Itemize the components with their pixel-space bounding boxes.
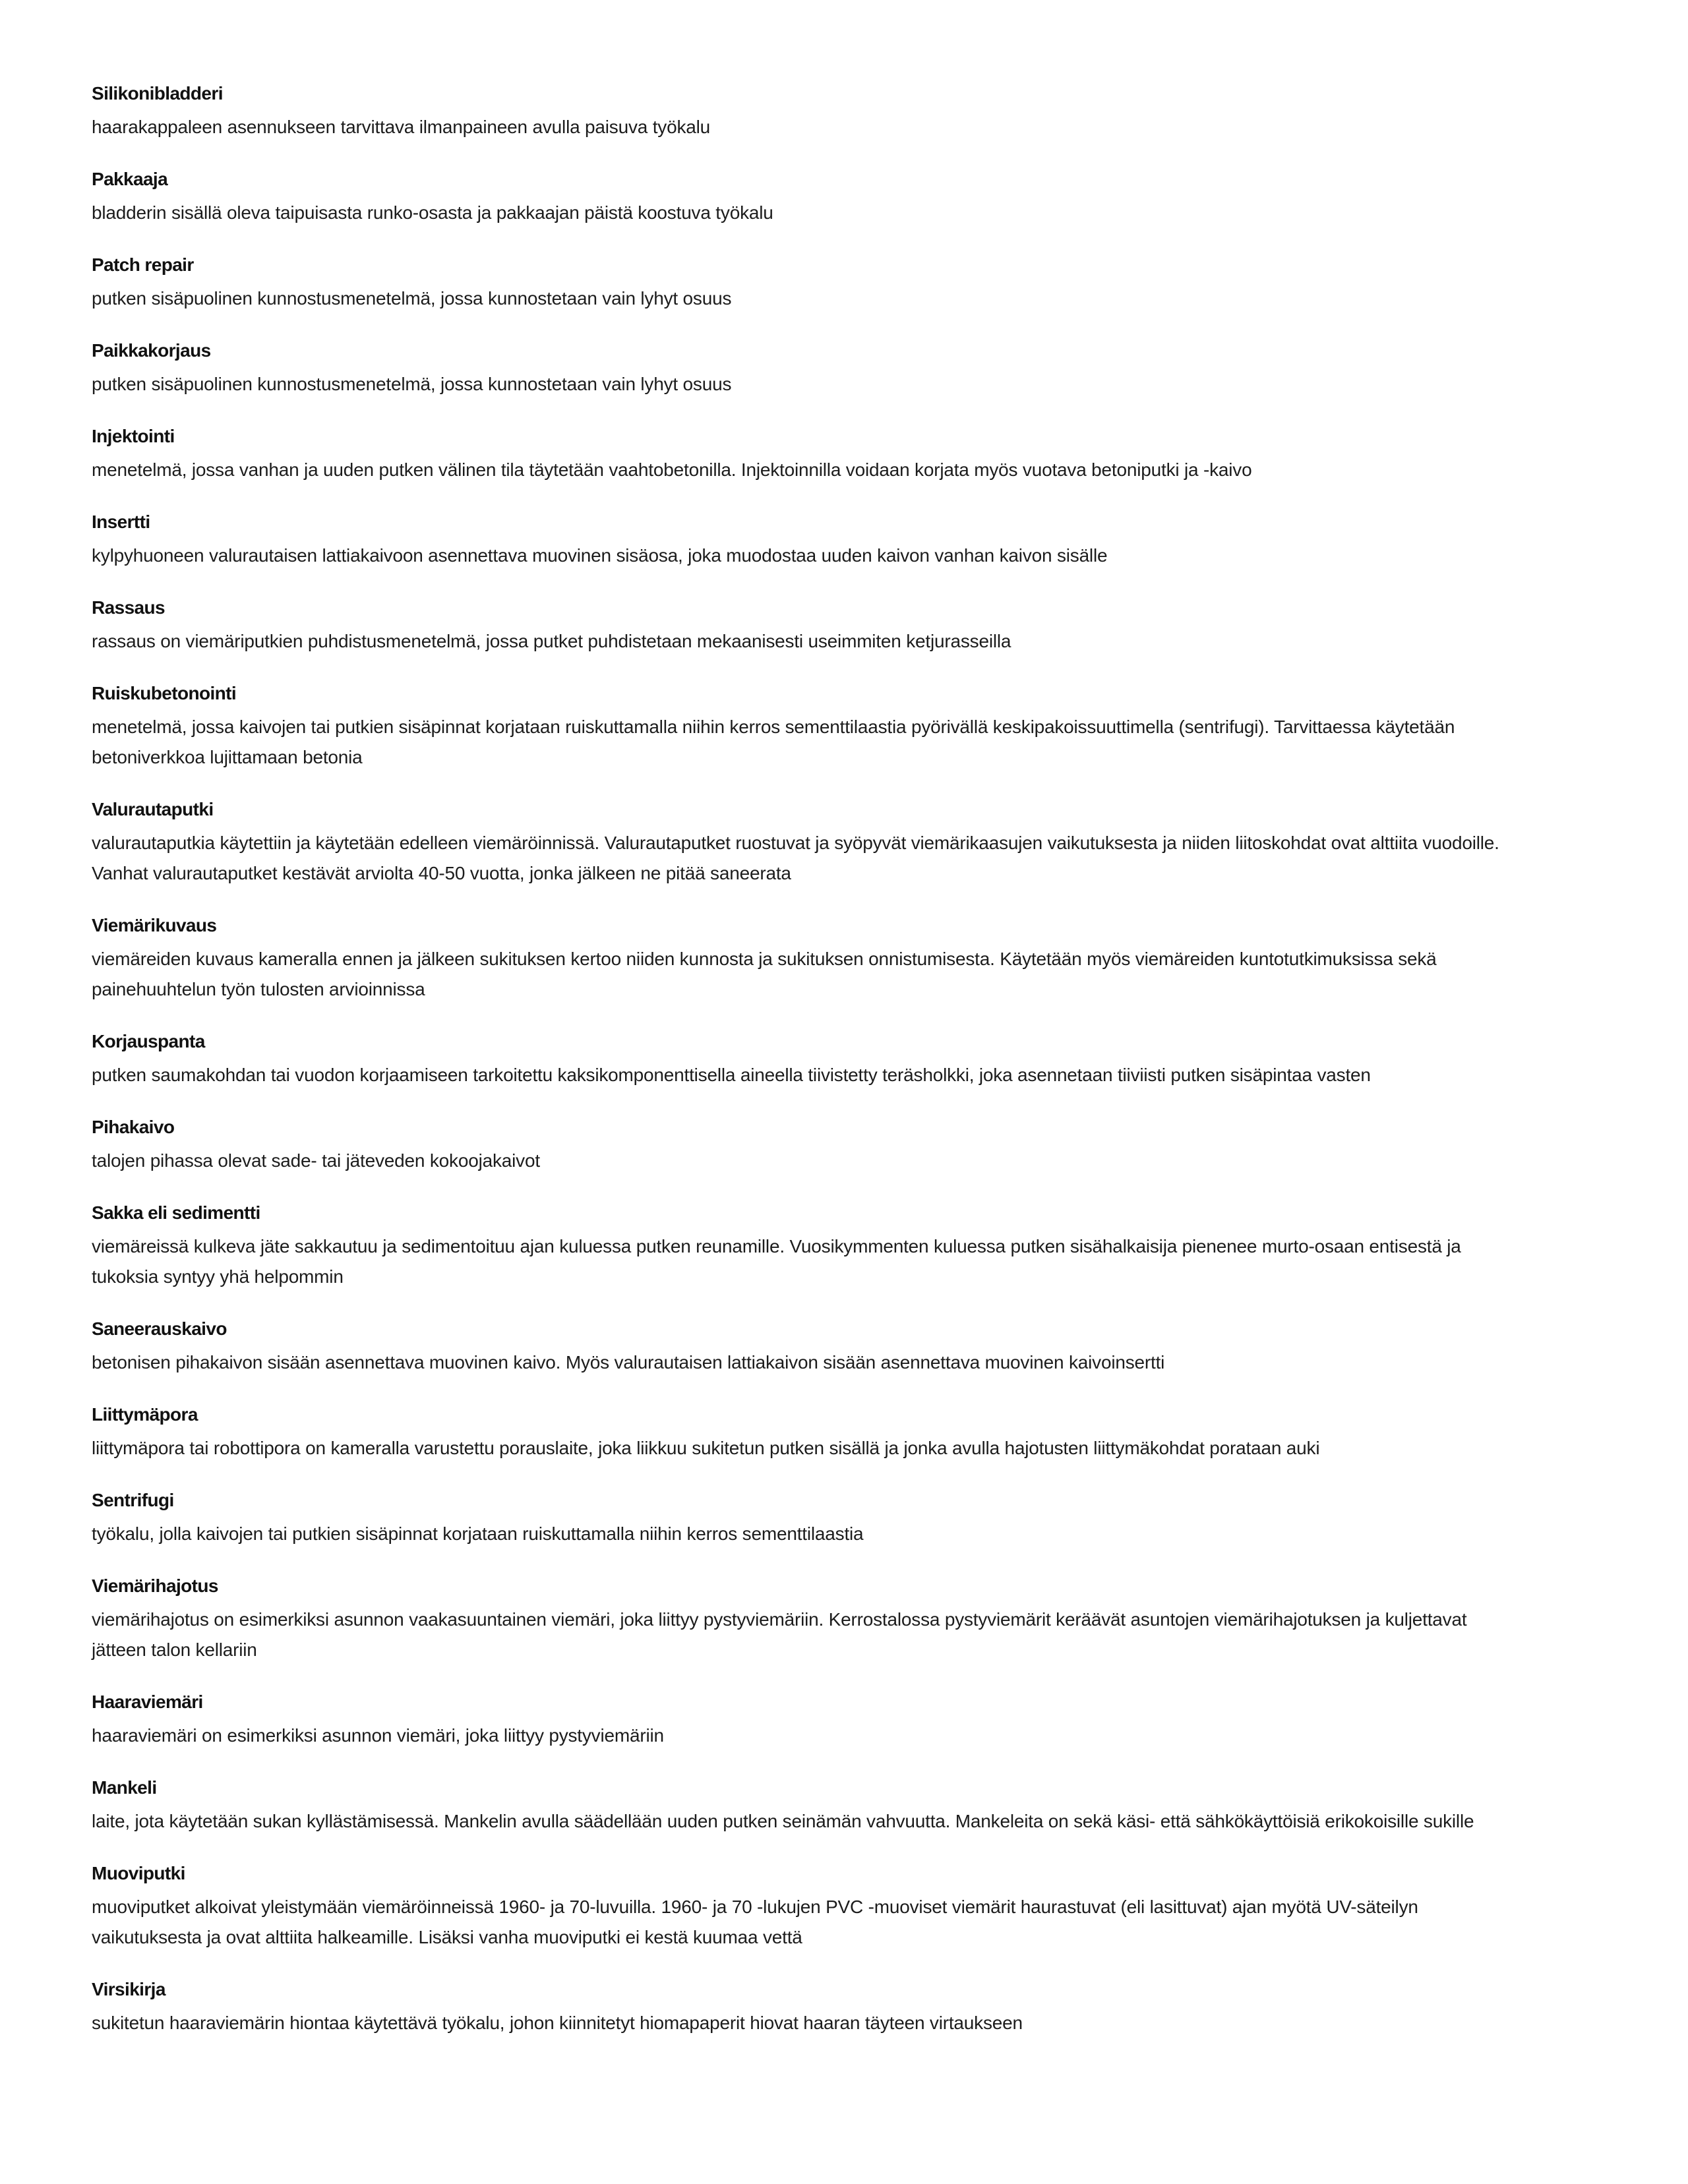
glossary-entry-pakkaaja [92,167,1517,228]
glossary-entry-sentrifugi [92,1489,1517,1549]
glossary-term: Valurautaputki [92,799,214,819]
glossary-term: Ruiskubetonointi [92,683,237,703]
glossary-entry-sakka-eli-sedimentti [92,1201,1517,1292]
glossary-entry-mankeli [92,1776,1517,1837]
glossary-term: Mankeli [92,1777,157,1798]
glossary-term: Injektointi [92,426,175,446]
glossary-term: Patch repair [92,254,194,275]
glossary-definition: liittymäpora tai robottipora on kameralla varustettu porauslaite, joka liikkuu sukitetun putken sisällä ja jonka avulla hajotusten liittymäkohdat porataan auki [92,1438,1320,1458]
glossary-definition: haarakappaleen asennukseen tarvittava ilmanpaineen avulla paisuva työkalu [92,117,711,137]
glossary-term: Saneerauskaivo [92,1318,227,1339]
glossary-definition: valurautaputkia käytettiin ja käytetään edelleen viemäröinnissä. Valurautaputket ruostuvat ja syöpyvät viemärikaasujen vaikutuksesta ja niiden liitoskohdat ovat alttiita vuodoille. Vanhat valurautaputket kestävät arviolta 40-50 vuotta, jonka jälkeen ne pitää saneerata [92,833,1499,883]
glossary-term: Virsikirja [92,1979,166,1999]
glossary-entry-insertti [92,510,1517,571]
glossary-entry-liittymapora [92,1403,1517,1463]
glossary-entry-haaraviemari [92,1690,1517,1751]
glossary-term: Pihakaivo [92,1117,175,1137]
glossary-definition: viemäreissä kulkeva jäte sakkautuu ja sedimentoituu ajan kuluessa putken reunamille. Vuosikymmenten kuluessa putken sisähalkaisija pienenee murto-osaan entisestä ja tukoksia syntyy yhä helpommin [92,1236,1461,1287]
glossary-definition: putken sisäpuolinen kunnostusmenetelmä, jossa kunnostetaan vain lyhyt osuus [92,288,732,309]
glossary-term: Haaraviemäri [92,1692,203,1712]
glossary-entry-virsikirja [92,1978,1517,2038]
glossary-definition: kylpyhuoneen valurautaisen lattiakaivoon asennettava muovinen sisäosa, joka muodostaa uuden kaivon vanhan kaivon sisälle [92,545,1108,566]
glossary-term: Viemärikuvaus [92,915,217,935]
glossary-entry-muoviputki [92,1862,1517,1953]
glossary-entry-patch-repair [92,253,1517,314]
glossary-term: Viemärihajotus [92,1576,218,1596]
glossary-term: Muoviputki [92,1863,185,1883]
glossary-entry-pihakaivo [92,1115,1517,1176]
glossary-entry-ruiskubetonointi [92,682,1517,773]
glossary-entry-korjauspanta [92,1030,1517,1090]
glossary-definition: muoviputket alkoivat yleistymään viemäröinneissä 1960- ja 70-luvuilla. 1960- ja 70 -lukujen PVC -muoviset viemärit haurastuvat (eli lasittuvat) ajan myötä UV-säteilyn vaikutuksesta ja ovat alttiita halkeamille. Lisäksi vanha muoviputki ei kestä kuumaa vettä [92,1897,1418,1947]
glossary-definition: putken sisäpuolinen kunnostusmenetelmä, jossa kunnostetaan vain lyhyt osuus [92,374,732,394]
glossary-entry-rassaus [92,596,1517,657]
glossary-definition: talojen pihassa olevat sade- tai jäteveden kokoojakaivot [92,1150,540,1171]
glossary-definition: viemärihajotus on esimerkiksi asunnon vaakasuuntainen viemäri, joka liittyy pystyviemäriin. Kerrostalossa pystyviemärit keräävät asuntojen viemärihajotuksen ja kuljettavat jätteen talon kellariin [92,1609,1467,1660]
glossary-entry-viemarikuvaus [92,914,1517,1005]
glossary-term: Rassaus [92,597,165,618]
glossary-term: Korjauspanta [92,1031,205,1051]
glossary-definition: laite, jota käytetään sukan kyllästämisessä. Mankelin avulla säädellään uuden putken seinämän vahvuutta. Mankeleita on sekä käsi- että sähkökäyttöisiä erikokoisille sukille [92,1811,1474,1831]
glossary-definition: haaraviemäri on esimerkiksi asunnon viemäri, joka liittyy pystyviemäriin [92,1725,664,1746]
glossary-term: Paikkakorjaus [92,340,211,361]
glossary-definition: sukitetun haaraviemärin hiontaa käytettävä työkalu, johon kiinnitetyt hiomapaperit hiovat haaran täyteen virtaukseen [92,2013,1023,2033]
glossary-term: Liittymäpora [92,1404,198,1425]
glossary-term: Sakka eli sedimentti [92,1202,260,1223]
glossary-term: Silikonibladderi [92,83,223,103]
glossary-definition: viemäreiden kuvaus kameralla ennen ja jälkeen sukituksen kertoo niiden kunnosta ja sukituksen onnistumisesta. Käytetään myös viemäreiden kuntotutkimuksissa sekä painehuuhtelun työn tulosten arvioinnissa [92,949,1437,999]
glossary-definition: rassaus on viemäriputkien puhdistusmenetelmä, jossa putket puhdistetaan mekaanisesti useimmiten ketjurasseilla [92,631,1011,651]
glossary-term: Insertti [92,512,150,532]
glossary-definition: bladderin sisällä oleva taipuisasta runko-osasta ja pakkaajan päistä koostuva työkalu [92,202,773,223]
glossary-entry-valurautaputki [92,798,1517,889]
glossary-entry-saneerauskaivo [92,1317,1517,1378]
glossary-term: Pakkaaja [92,169,168,189]
glossary-definition: työkalu, jolla kaivojen tai putkien sisäpinnat korjataan ruiskuttamalla niihin kerros sementtilaastia [92,1523,864,1544]
glossary-term: Sentrifugi [92,1490,174,1510]
glossary-definition: menetelmä, jossa kaivojen tai putkien sisäpinnat korjataan ruiskuttamalla niihin kerros sementtilaastia pyörivällä keskipakoissuuttimella (sentrifugi). Tarvittaessa käytetään betoniverkkoa lujittamaan betonia [92,717,1455,767]
glossary-definition: putken saumakohdan tai vuodon korjaamiseen tarkoitettu kaksikomponenttisella aineella tiivistetty teräsholkki, joka asennetaan tiiviisti putken sisäpintaa vasten [92,1065,1371,1085]
glossary-definition: menetelmä, jossa vanhan ja uuden putken välinen tila täytetään vaahtobetonilla. Injektoinnilla voidaan korjata myös vuotava betoniputki ja -kaivo [92,459,1252,480]
glossary-entry-injektointi [92,425,1517,485]
glossary-definition: betonisen pihakaivon sisään asennettava muovinen kaivo. Myös valurautaisen lattiakaivon sisään asennettava muovinen kaivoinsertti [92,1352,1165,1372]
glossary-entry-paikkakorjaus [92,339,1517,399]
glossary-entry-silikonibladderi [92,82,1517,142]
glossary-entry-viemarihajotus [92,1574,1517,1665]
